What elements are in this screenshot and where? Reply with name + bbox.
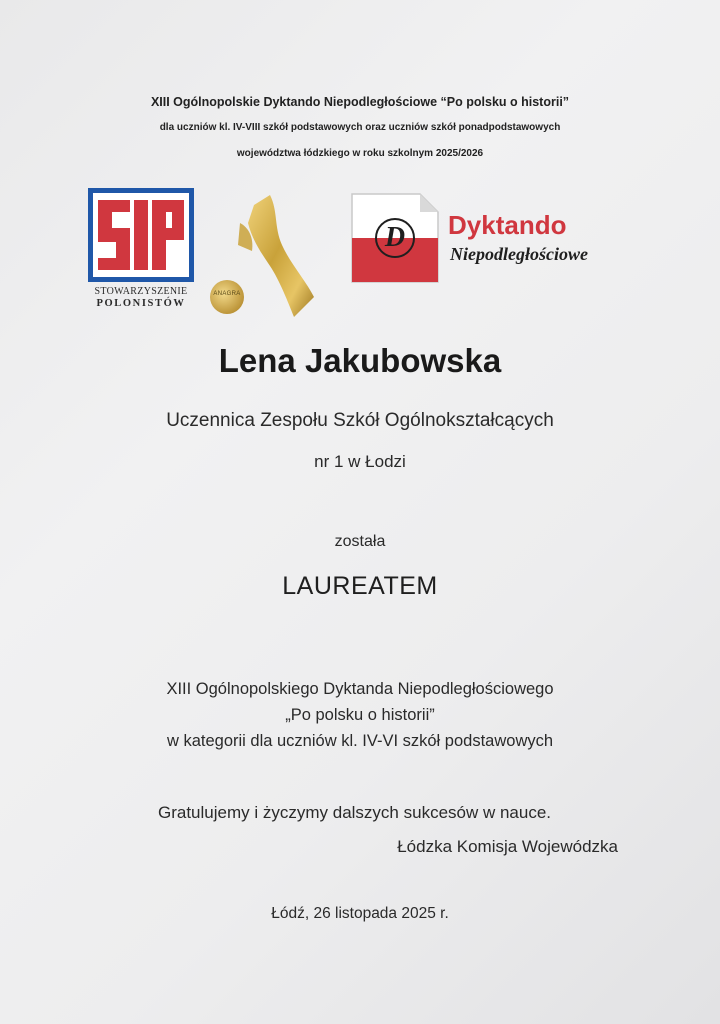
school-line-1: Uczennica Zespołu Szkół Ogólnokształcących: [166, 410, 554, 431]
dyktando-subtitle: Niepodległościowe: [450, 244, 588, 264]
dyktando-title: Dyktando: [448, 210, 567, 240]
spp-name-line2: POLONISTÓW: [96, 297, 186, 309]
header-title: XIII Ogólnopolskie Dyktando Niepodległościowe “Po polsku o historii”: [150, 95, 570, 109]
school-line-2: nr 1 w Łodzi: [314, 452, 406, 471]
recipient-name: Lena Jakubowska: [218, 342, 502, 379]
award-title: LAUREATEM: [282, 572, 438, 600]
header-subtitle: dla uczniów kl. IV-VIII szkół podstawowych oraz uczniów szkół ponadpodstawowych: [159, 122, 561, 133]
committee-signature: Łódzka Komisja Wojewódzka: [397, 837, 618, 856]
header-region-year: województwa łódzkiego w roku szkolnym 2025/2026: [236, 148, 484, 159]
spp-logo: [88, 188, 194, 310]
dyktando-letter: D: [384, 222, 406, 253]
spp-emblem-icon: [88, 188, 194, 282]
issue-date: Łódź, 26 listopada 2025 r.: [271, 905, 449, 922]
competition-line-2: „Po polsku o historii”: [285, 706, 435, 724]
award-intro: została: [334, 533, 386, 550]
anagra-label: ANAGRA: [213, 291, 241, 297]
anagra-logo-icon: [208, 193, 320, 321]
competition-line-3: w kategorii dla uczniów kl. IV-VI szkół podstawowych: [166, 732, 554, 750]
spp-name-line1: STOWARZYSZENIE: [94, 286, 188, 297]
competition-line-1: XIII Ogólnopolskiego Dyktanda Niepodległościowego: [166, 680, 554, 698]
congratulations-text: Gratulujemy i życzymy dalszych sukcesów w nauce.: [158, 803, 552, 822]
